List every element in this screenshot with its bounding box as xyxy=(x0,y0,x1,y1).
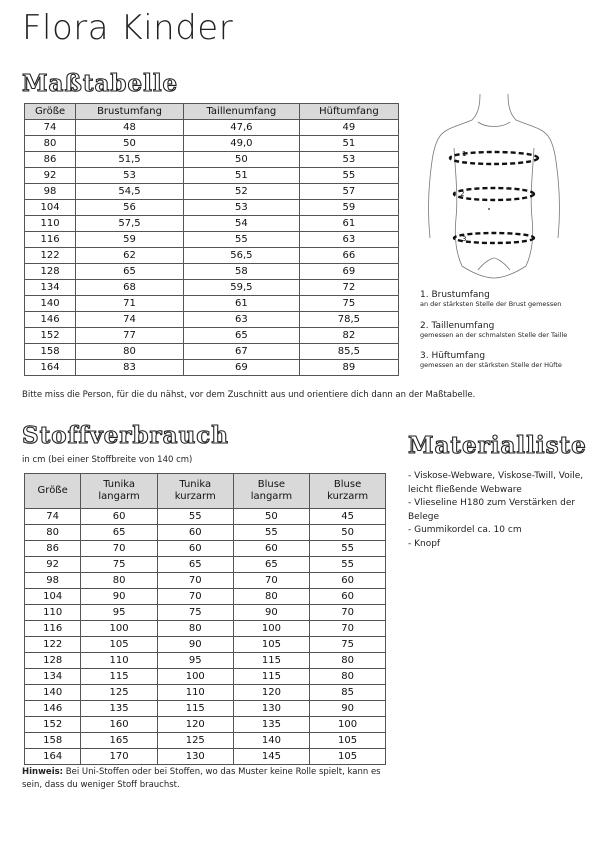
table-cell: 53 xyxy=(76,168,184,184)
table-cell: 80 xyxy=(81,573,158,589)
table-cell: 68 xyxy=(76,280,184,296)
table-row xyxy=(25,168,399,184)
table-row xyxy=(25,621,386,637)
table-cell: 50 xyxy=(76,136,184,152)
table-cell: 56,5 xyxy=(183,248,299,264)
table-cell: 100 xyxy=(233,621,310,637)
table-cell: 110 xyxy=(25,605,81,621)
table-row xyxy=(25,296,399,312)
marker-chest: 1 xyxy=(462,150,467,158)
size-chart-header-cell: Größe xyxy=(25,104,76,120)
table-row xyxy=(25,216,399,232)
table-row xyxy=(25,312,399,328)
table-cell: 80 xyxy=(310,669,386,685)
table-cell: 70 xyxy=(310,621,386,637)
marker-hip: 3 xyxy=(462,235,467,243)
table-cell: 120 xyxy=(157,717,233,733)
fabric-usage-header-cell xyxy=(157,474,233,509)
table-cell: 54,5 xyxy=(76,184,184,200)
table-cell: 145 xyxy=(233,749,310,765)
table-row xyxy=(25,637,386,653)
legend-hip-title: 3. Hüftumfang xyxy=(420,351,486,361)
table-cell: 92 xyxy=(25,168,76,184)
table-cell: 98 xyxy=(25,184,76,200)
table-cell: 72 xyxy=(299,280,398,296)
table-cell: 90 xyxy=(310,701,386,717)
header-line: kurzarm xyxy=(327,491,369,502)
table-row xyxy=(25,184,399,200)
table-row xyxy=(25,120,399,136)
table-cell: 85 xyxy=(310,685,386,701)
table-row xyxy=(25,200,399,216)
table-cell: 53 xyxy=(183,200,299,216)
size-chart-note: Bitte miss die Person, für die du nähst, vor dem Zuschnitt aus und orientiere dich dann an der Maßtabelle. xyxy=(22,390,476,400)
table-cell: 158 xyxy=(25,344,76,360)
table-row xyxy=(25,557,386,573)
table-cell: 49,0 xyxy=(183,136,299,152)
legend-hip xyxy=(420,351,562,369)
table-cell: 105 xyxy=(310,733,386,749)
table-row xyxy=(25,232,399,248)
legend-chest-title: 1. Brustumfang xyxy=(420,290,490,300)
material-list-heading: Materialliste xyxy=(408,432,587,459)
table-cell: 56 xyxy=(76,200,184,216)
table-cell: 50 xyxy=(233,509,310,525)
table-cell: 55 xyxy=(157,509,233,525)
material-list-item: - Gummikordel ca. 10 cm xyxy=(408,525,522,535)
table-cell: 57 xyxy=(299,184,398,200)
table-cell: 122 xyxy=(25,248,76,264)
header-line: langarm xyxy=(98,491,140,502)
table-cell: 70 xyxy=(81,541,158,557)
table-cell: 55 xyxy=(310,541,386,557)
table-cell: 74 xyxy=(25,120,76,136)
table-cell: 116 xyxy=(25,232,76,248)
table-cell: 128 xyxy=(25,653,81,669)
table-cell: 80 xyxy=(76,344,184,360)
table-cell: 65 xyxy=(76,264,184,280)
table-row xyxy=(25,685,386,701)
size-chart-header-cell: Hüftumfang xyxy=(299,104,398,120)
fabric-usage-header-row xyxy=(25,474,386,509)
table-cell: 100 xyxy=(157,669,233,685)
table-cell: 146 xyxy=(25,701,81,717)
table-cell: 50 xyxy=(310,525,386,541)
table-cell: 80 xyxy=(25,525,81,541)
table-row xyxy=(25,264,399,280)
table-row xyxy=(25,152,399,168)
table-row xyxy=(25,749,386,765)
table-cell: 45 xyxy=(310,509,386,525)
material-list-item: - Knopf xyxy=(408,538,441,549)
table-cell: 55 xyxy=(183,232,299,248)
table-cell: 100 xyxy=(81,621,158,637)
table-cell: 82 xyxy=(299,328,398,344)
table-cell: 95 xyxy=(157,653,233,669)
table-cell: 115 xyxy=(81,669,158,685)
table-cell: 80 xyxy=(157,621,233,637)
table-cell: 152 xyxy=(25,328,76,344)
table-cell: 49 xyxy=(299,120,398,136)
size-chart-heading: Maßtabelle xyxy=(22,70,179,97)
table-cell: 51 xyxy=(183,168,299,184)
marker-waist: 2 xyxy=(460,190,465,198)
size-chart-header-cell: Taillenumfang xyxy=(183,104,299,120)
table-cell: 59 xyxy=(76,232,184,248)
table-cell: 65 xyxy=(81,525,158,541)
table-cell: 61 xyxy=(183,296,299,312)
table-cell: 66 xyxy=(299,248,398,264)
fabric-hint-label: Hinweis: xyxy=(22,767,64,777)
table-cell: 170 xyxy=(81,749,158,765)
material-list xyxy=(408,470,593,551)
legend-waist-sub: gemessen an der schmalsten Stelle der Taille xyxy=(420,331,568,339)
table-cell: 130 xyxy=(157,749,233,765)
table-row xyxy=(25,589,386,605)
table-cell: 92 xyxy=(25,557,81,573)
header-line: Größe xyxy=(37,485,68,496)
table-cell: 63 xyxy=(299,232,398,248)
table-cell: 130 xyxy=(233,701,310,717)
table-cell: 75 xyxy=(310,637,386,653)
table-cell: 83 xyxy=(76,360,184,376)
table-row xyxy=(25,653,386,669)
table-cell: 158 xyxy=(25,733,81,749)
header-line: Tunika xyxy=(179,479,212,490)
table-cell: 51,5 xyxy=(76,152,184,168)
table-cell: 86 xyxy=(25,541,81,557)
table-cell: 55 xyxy=(299,168,398,184)
table-cell: 69 xyxy=(299,264,398,280)
legend-chest-sub: an der stärksten Stelle der Brust gemessen xyxy=(420,300,562,308)
material-list-item: - Vlieseline H180 zum Verstärken der Belege xyxy=(408,498,576,522)
legend-chest xyxy=(420,290,561,308)
table-cell: 53 xyxy=(299,152,398,168)
table-cell: 63 xyxy=(183,312,299,328)
table-cell: 116 xyxy=(25,621,81,637)
table-cell: 47,6 xyxy=(183,120,299,136)
table-cell: 90 xyxy=(233,605,310,621)
table-row xyxy=(25,344,399,360)
table-cell: 135 xyxy=(233,717,310,733)
table-row xyxy=(25,669,386,685)
table-cell: 77 xyxy=(76,328,184,344)
table-cell: 115 xyxy=(157,701,233,717)
legend-waist xyxy=(420,321,567,339)
table-cell: 140 xyxy=(25,296,76,312)
table-cell: 74 xyxy=(25,509,81,525)
table-cell: 70 xyxy=(310,605,386,621)
table-cell: 61 xyxy=(299,216,398,232)
table-cell: 54 xyxy=(183,216,299,232)
table-cell: 110 xyxy=(157,685,233,701)
table-cell: 75 xyxy=(299,296,398,312)
table-cell: 62 xyxy=(76,248,184,264)
table-cell: 60 xyxy=(310,589,386,605)
table-cell: 60 xyxy=(233,541,310,557)
table-cell: 59,5 xyxy=(183,280,299,296)
table-cell: 134 xyxy=(25,280,76,296)
table-cell: 122 xyxy=(25,637,81,653)
table-cell: 80 xyxy=(233,589,310,605)
table-cell: 57,5 xyxy=(76,216,184,232)
header-line: Tunika xyxy=(103,479,135,490)
page-title: Flora Kinder xyxy=(22,8,234,48)
table-cell: 74 xyxy=(76,312,184,328)
table-cell: 80 xyxy=(310,653,386,669)
body-measurement-figure xyxy=(418,88,568,288)
fabric-hint xyxy=(22,766,382,791)
table-cell: 120 xyxy=(233,685,310,701)
table-cell: 86 xyxy=(25,152,76,168)
table-cell: 51 xyxy=(299,136,398,152)
table-cell: 89 xyxy=(299,360,398,376)
table-row xyxy=(25,605,386,621)
table-cell: 128 xyxy=(25,264,76,280)
table-cell: 65 xyxy=(233,557,310,573)
table-cell: 134 xyxy=(25,669,81,685)
header-line: Bluse xyxy=(257,479,286,490)
table-cell: 67 xyxy=(183,344,299,360)
table-cell: 146 xyxy=(25,312,76,328)
table-cell: 70 xyxy=(157,573,233,589)
material-list-item: - Viskose-Webware, Viskose-Twill, Voile, leicht fließende Webware xyxy=(408,471,584,495)
legend-waist-title: 2. Taillenumfang xyxy=(420,321,495,331)
table-row xyxy=(25,701,386,717)
table-cell: 90 xyxy=(157,637,233,653)
size-chart-header-cell: Brustumfang xyxy=(76,104,184,120)
table-cell: 95 xyxy=(81,605,158,621)
fabric-usage-table xyxy=(24,473,386,765)
table-cell: 60 xyxy=(157,525,233,541)
table-cell: 48 xyxy=(76,120,184,136)
table-row xyxy=(25,509,386,525)
table-row xyxy=(25,573,386,589)
table-cell: 71 xyxy=(76,296,184,312)
table-cell: 65 xyxy=(183,328,299,344)
table-cell: 60 xyxy=(310,573,386,589)
table-cell: 164 xyxy=(25,360,76,376)
table-row xyxy=(25,360,399,376)
table-cell: 85,5 xyxy=(299,344,398,360)
size-chart-header-row xyxy=(25,104,399,120)
table-cell: 75 xyxy=(81,557,158,573)
table-cell: 59 xyxy=(299,200,398,216)
table-cell: 125 xyxy=(157,733,233,749)
fabric-usage-subtitle: in cm (bei einer Stoffbreite von 140 cm) xyxy=(22,455,193,465)
table-row xyxy=(25,717,386,733)
header-line: langarm xyxy=(250,491,293,502)
table-cell: 70 xyxy=(157,589,233,605)
table-cell: 105 xyxy=(81,637,158,653)
table-cell: 69 xyxy=(183,360,299,376)
table-cell: 60 xyxy=(157,541,233,557)
table-cell: 152 xyxy=(25,717,81,733)
table-cell: 105 xyxy=(233,637,310,653)
fabric-usage-heading: Stoffverbrauch xyxy=(22,422,230,449)
table-cell: 125 xyxy=(81,685,158,701)
table-cell: 115 xyxy=(233,669,310,685)
table-cell: 110 xyxy=(25,216,76,232)
fabric-usage-header-cell xyxy=(25,474,81,509)
fabric-usage-header-cell xyxy=(233,474,310,509)
fabric-usage-header-cell xyxy=(310,474,386,509)
fabric-usage-header-cell xyxy=(81,474,158,509)
table-cell: 164 xyxy=(25,749,81,765)
table-row xyxy=(25,733,386,749)
legend-hip-sub: gemessen an der stärksten Stelle der Hüfte xyxy=(420,361,562,369)
table-row xyxy=(25,280,399,296)
table-row xyxy=(25,541,386,557)
table-row xyxy=(25,248,399,264)
table-cell: 140 xyxy=(233,733,310,749)
table-cell: 65 xyxy=(157,557,233,573)
fabric-hint-text: Bei Uni-Stoffen oder bei Stoffen, wo das Muster keine Rolle spielt, kann es sein, dass du weniger Stoff brauchst. xyxy=(22,767,381,790)
table-cell: 98 xyxy=(25,573,81,589)
table-cell: 104 xyxy=(25,589,81,605)
table-row xyxy=(25,525,386,541)
table-cell: 105 xyxy=(310,749,386,765)
table-cell: 110 xyxy=(81,653,158,669)
header-line: Bluse xyxy=(333,479,362,490)
table-cell: 58 xyxy=(183,264,299,280)
table-cell: 78,5 xyxy=(299,312,398,328)
table-cell: 115 xyxy=(233,653,310,669)
table-cell: 55 xyxy=(233,525,310,541)
table-cell: 165 xyxy=(81,733,158,749)
table-cell: 52 xyxy=(183,184,299,200)
table-cell: 70 xyxy=(233,573,310,589)
table-cell: 75 xyxy=(157,605,233,621)
table-cell: 50 xyxy=(183,152,299,168)
table-cell: 104 xyxy=(25,200,76,216)
table-cell: 100 xyxy=(310,717,386,733)
table-row xyxy=(25,328,399,344)
table-row xyxy=(25,136,399,152)
table-cell: 160 xyxy=(81,717,158,733)
header-line: kurzarm xyxy=(174,491,216,502)
table-cell: 80 xyxy=(25,136,76,152)
table-cell: 135 xyxy=(81,701,158,717)
table-cell: 60 xyxy=(81,509,158,525)
table-cell: 140 xyxy=(25,685,81,701)
table-cell: 90 xyxy=(81,589,158,605)
table-cell: 55 xyxy=(310,557,386,573)
size-chart-table xyxy=(24,103,399,376)
